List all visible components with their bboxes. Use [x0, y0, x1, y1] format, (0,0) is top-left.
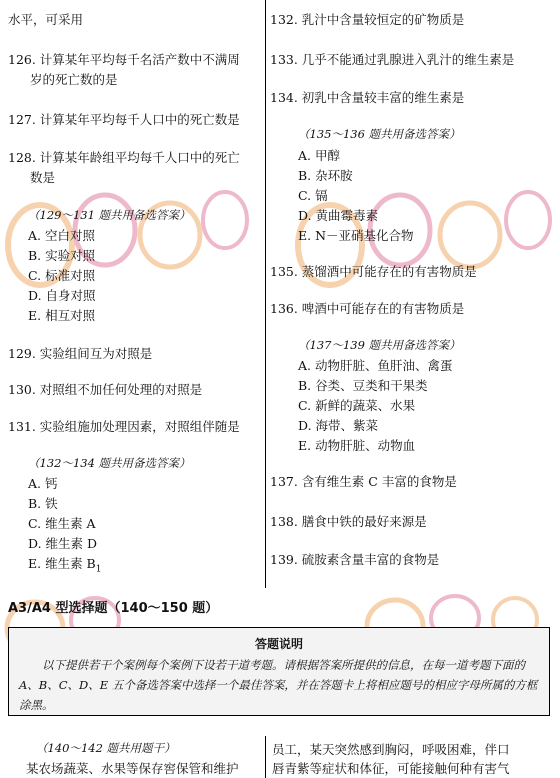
case-stem-right-line-1: 员工，某天突然感到胸闷，呼吸困难，伴口 — [272, 742, 510, 757]
option-132-d: D. 维生素 D — [28, 536, 98, 551]
shared-options-note-135: （135～136 题共用备选答案） — [298, 127, 461, 141]
question-132: 132. 乳汁中含量较恒定的矿物质是 — [270, 12, 465, 27]
question-137: 137. 含有维生素 C 丰富的食物是 — [270, 474, 457, 489]
instructions-title: 答题说明 — [254, 637, 303, 651]
column-divider-bottom — [265, 736, 266, 778]
option-132-b: B. 铁 — [28, 496, 58, 511]
option-129-a: A. 空白对照 — [28, 228, 95, 243]
option-132-c: C. 维生素 A — [28, 516, 96, 531]
instructions-text: 以下提供若干个案例每个案例下设若干道考题。请根据答案所提供的信息，在每一道考题下面的 A、B、C、D、E 五个备选答案中选择一个最佳答案，并在答题卡上将相应题号的相应字母所属的方框涂黑。 — [19, 658, 538, 712]
question-138: 138. 膳食中铁的最好来源是 — [270, 514, 427, 529]
option-129-b: B. 实验对照 — [28, 248, 96, 263]
continuation-line: 水平，可采用 — [8, 12, 84, 27]
question-126-line-2: 岁的死亡数的是 — [30, 72, 118, 87]
question-131: 131. 实验组施加处理因素，对照组伴随是 — [8, 419, 240, 434]
question-128-line-2: 数是 — [30, 170, 56, 185]
option-132-a: A. 钙 — [28, 476, 58, 491]
option-129-e: E. 相互对照 — [28, 308, 96, 323]
option-132-e-subscript: 1 — [95, 564, 102, 575]
case-stem-left-line: 某农场蔬菜、水果等保存窖保管和维护 — [26, 761, 239, 776]
shared-options-note-132: （132～134 题共用备选答案） — [28, 456, 191, 470]
question-134: 134. 初乳中含量较丰富的维生素是 — [270, 90, 465, 105]
option-135-e: E. N－亚硝基化合物 — [298, 228, 414, 243]
option-135-a: A. 甲醇 — [298, 148, 340, 163]
column-divider — [265, 0, 266, 588]
option-135-c: C. 镉 — [298, 188, 328, 203]
option-137-d: D. 海带、紫菜 — [298, 418, 379, 433]
question-128-line-1: 128. 计算某年龄组平均每千人口中的死亡 — [8, 150, 240, 165]
case-stem-right-line-2: 唇青紫等症状和体征，可能接触何种有害气 — [272, 761, 510, 776]
option-137-a: A. 动物肝脏、鱼肝油、禽蛋 — [298, 358, 453, 373]
instructions-box — [8, 627, 550, 716]
option-129-c: C. 标准对照 — [28, 268, 96, 283]
option-137-b: B. 谷类、豆类和干果类 — [298, 378, 428, 393]
shared-stem-note-140: （140～142 题共用题干） — [36, 741, 176, 755]
option-132-e — [28, 554, 101, 575]
shared-options-note-129: （129～131 题共用备选答案） — [28, 208, 191, 222]
section-title: A3/A4 型选择题（140～150 题） — [8, 601, 219, 616]
option-132-e-text: E. 维生素 B — [28, 556, 96, 571]
question-129: 129. 实验组间互为对照是 — [8, 346, 153, 361]
question-133: 133. 几乎不能通过乳腺进入乳汁的维生素是 — [270, 52, 515, 67]
question-127: 127. 计算某年平均每千人口中的死亡数是 — [8, 112, 240, 127]
option-135-d: D. 黄曲霉毒素 — [298, 208, 379, 223]
option-135-b: B. 杂环胺 — [298, 168, 353, 183]
question-130: 130. 对照组不加任何处理的对照是 — [8, 382, 203, 397]
question-139: 139. 硫胺素含量丰富的食物是 — [270, 552, 440, 567]
shared-options-note-137: （137～139 题共用备选答案） — [298, 338, 461, 352]
question-126-line-1: 126. 计算某年平均每千名活产数中不满周 — [8, 52, 240, 67]
option-137-c: C. 新鲜的蔬菜、水果 — [298, 398, 416, 413]
question-135: 135. 蒸馏酒中可能存在的有害物质是 — [270, 264, 477, 279]
option-137-e: E. 动物肝脏、动物血 — [298, 438, 416, 453]
option-129-d: D. 自身对照 — [28, 288, 96, 303]
question-136: 136. 啤酒中可能存在的有害物质是 — [270, 301, 465, 316]
